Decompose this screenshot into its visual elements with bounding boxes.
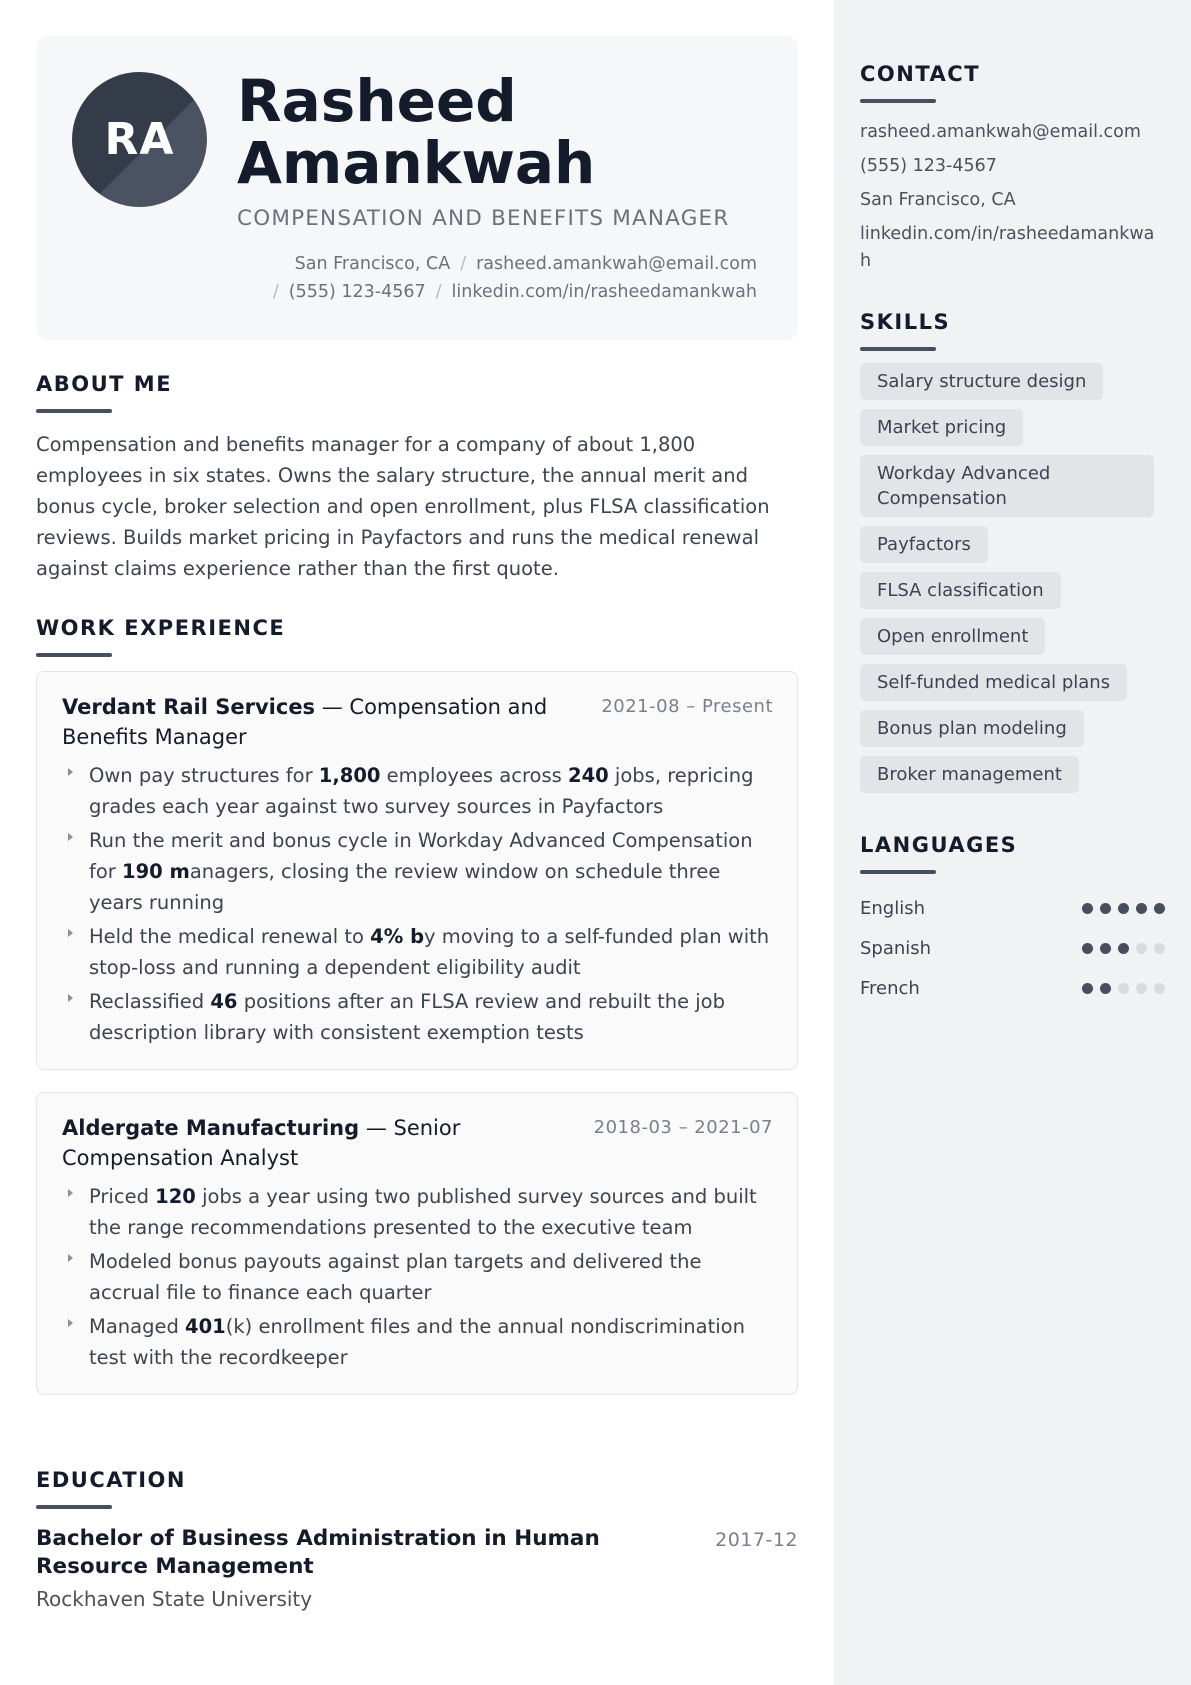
job-dates: 2018-03 – 2021-07 <box>593 1117 773 1138</box>
work-heading: WORK EXPERIENCE <box>36 616 286 640</box>
header-phone: (555) 123-4567 <box>288 282 426 302</box>
job-heading <box>62 692 562 752</box>
language-name: French <box>860 977 920 999</box>
job-bullets <box>62 1181 773 1373</box>
bullet-text: Own pay structures for <box>89 764 319 787</box>
section-divider <box>860 347 936 351</box>
header-email[interactable]: rasheed.amankwah@email.com <box>476 254 757 274</box>
job-title: COMPENSATION AND BENEFITS MANAGER <box>237 206 730 231</box>
skills-section <box>860 310 1165 802</box>
bullet-text: Modeled bonus payouts against plan targets and delivered the accrual file to finance each quarter <box>89 1250 702 1304</box>
bullet-text: employees across <box>380 764 569 787</box>
resume-header <box>36 36 798 340</box>
proficiency-dot-filled <box>1082 983 1093 994</box>
job-role: — Compensation and Benefits Manager <box>62 695 548 749</box>
section-divider <box>36 1505 112 1509</box>
proficiency-dot-empty <box>1154 943 1165 954</box>
about-heading: ABOUT ME <box>36 372 173 396</box>
highlight-figure: 46 <box>210 990 238 1013</box>
bullet-text: positions after an FLSA review and rebuilt the job description library with consistent exemption tests <box>89 990 725 1044</box>
section-divider <box>36 653 112 657</box>
job-bullet <box>62 1246 773 1308</box>
proficiency-dot-filled <box>1082 903 1093 914</box>
proficiency-dot-filled <box>1136 903 1147 914</box>
skill-chip: Payfactors <box>860 526 988 563</box>
job-heading <box>62 1113 562 1173</box>
header-location: San Francisco, CA <box>294 254 451 274</box>
education-entry <box>36 1525 798 1611</box>
skill-row <box>860 756 1165 802</box>
bullet-text: Run the merit and bonus cycle in Workday Advanced Compensation for <box>89 829 753 883</box>
contact-linkedin[interactable]: linkedin.com/in/rasheedamankwah <box>860 224 1155 271</box>
languages-heading: LANGUAGES <box>860 833 1018 857</box>
job-role: — Senior Compensation Analyst <box>62 1116 461 1170</box>
highlight-figure: 401 <box>185 1315 226 1338</box>
bullet-text: Reclassified <box>89 990 211 1013</box>
highlight-figure: 120 <box>155 1185 196 1208</box>
highlight-figure: 240 <box>568 764 609 787</box>
bullet-text: jobs a year using two published survey sources and built the range recommendations presented to the executive team <box>89 1185 757 1239</box>
job-bullet <box>62 921 773 983</box>
job-bullet <box>62 760 773 822</box>
section-divider <box>36 409 112 413</box>
proficiency-dot-filled <box>1100 943 1111 954</box>
skill-chip: Broker management <box>860 756 1079 793</box>
highlight-figure: 4% b <box>370 925 425 948</box>
section-divider <box>860 99 936 103</box>
proficiency-dot-filled <box>1118 903 1129 914</box>
bullet-text: (k) enrollment files and the annual nondiscrimination test with the recordkeeper <box>89 1315 745 1369</box>
avatar: RA <box>72 72 207 207</box>
section-divider <box>860 870 936 874</box>
skill-row <box>860 526 1165 572</box>
skills-list <box>860 363 1165 802</box>
highlight-figure: 190 m <box>122 860 190 883</box>
job-bullet <box>62 1311 773 1373</box>
highlight-figure: 1,800 <box>318 764 381 787</box>
contact-list <box>860 119 1165 275</box>
contact-heading: CONTACT <box>860 62 981 86</box>
proficiency-dots <box>1082 983 1165 994</box>
contact-email[interactable]: rasheed.amankwah@email.com <box>860 122 1141 142</box>
company-name: Aldergate Manufacturing <box>62 1116 360 1140</box>
job-card <box>36 1092 798 1395</box>
about-section <box>36 372 798 584</box>
degree: Bachelor of Business Administration in Human Resource Management <box>36 1526 600 1579</box>
skill-row <box>860 572 1165 618</box>
job-card <box>36 671 798 1070</box>
proficiency-dot-empty <box>1136 943 1147 954</box>
bullet-text: y moving to a self-funded plan with stop-loss and running a dependent eligibility audit <box>89 925 770 979</box>
contact-phone: (555) 123-4567 <box>860 156 997 176</box>
job-bullet <box>62 986 773 1048</box>
header-linkedin[interactable]: linkedin.com/in/rasheedamankwah <box>451 282 757 302</box>
skill-row <box>860 664 1165 710</box>
bullet-text: Held the medical renewal to <box>89 925 371 948</box>
language-name: English <box>860 897 925 919</box>
skill-chip: FLSA classification <box>860 572 1061 609</box>
job-bullet <box>62 1181 773 1243</box>
language-row <box>860 888 1165 928</box>
job-bullet <box>62 825 773 918</box>
language-row <box>860 968 1165 1008</box>
bullet-text: Managed <box>89 1315 186 1338</box>
separator: / <box>460 254 467 274</box>
proficiency-dot-empty <box>1154 983 1165 994</box>
skill-row <box>860 455 1165 526</box>
main-column <box>36 36 798 1611</box>
company-name: Verdant Rail Services <box>62 695 316 719</box>
separator: / <box>272 282 279 302</box>
skill-row <box>860 710 1165 756</box>
proficiency-dot-empty <box>1136 983 1147 994</box>
candidate-name: Rasheed Amankwah <box>237 67 596 197</box>
education-heading: EDUCATION <box>36 1468 186 1492</box>
skill-chip: Salary structure design <box>860 363 1103 400</box>
school: Rockhaven State University <box>36 1587 313 1611</box>
proficiency-dot-filled <box>1100 903 1111 914</box>
skill-row <box>860 409 1165 455</box>
bullet-text: anagers, closing the review window on schedule three years running <box>89 860 721 914</box>
sidebar <box>834 0 1191 1685</box>
skill-chip: Bonus plan modeling <box>860 710 1084 747</box>
skill-chip: Market pricing <box>860 409 1023 446</box>
work-section <box>36 616 798 1395</box>
bullet-text: Priced <box>89 1185 156 1208</box>
languages-list <box>860 888 1165 1008</box>
jobs-list <box>36 671 798 1395</box>
proficiency-dot-filled <box>1100 983 1111 994</box>
skill-row <box>860 618 1165 664</box>
proficiency-dot-empty <box>1118 983 1129 994</box>
contact-location: San Francisco, CA <box>860 190 1016 210</box>
proficiency-dot-filled <box>1082 943 1093 954</box>
proficiency-dot-filled <box>1154 903 1165 914</box>
education-date: 2017-12 <box>715 1529 798 1551</box>
skill-chip: Self-funded medical plans <box>860 664 1127 701</box>
proficiency-dot-filled <box>1118 943 1129 954</box>
language-row <box>860 928 1165 968</box>
job-bullets <box>62 760 773 1048</box>
contact-section <box>860 62 1165 282</box>
job-dates: 2021-08 – Present <box>601 696 773 717</box>
languages-section <box>860 833 1165 1008</box>
language-name: Spanish <box>860 937 932 959</box>
skill-row <box>860 363 1165 409</box>
skill-chip: Workday Advanced Compensation <box>860 455 1154 517</box>
skills-heading: SKILLS <box>860 310 951 334</box>
proficiency-dots <box>1082 943 1165 954</box>
header-contacts <box>237 250 757 306</box>
proficiency-dots <box>1082 903 1165 914</box>
separator: / <box>435 282 442 302</box>
education-section <box>36 1468 798 1611</box>
bullet-text: jobs, repricing grades each year against two survey sources in Payfactors <box>89 764 754 818</box>
about-text: Compensation and benefits manager for a company of about 1,800 employees in six states. Owns the salary structure, the annual merit and bonus cycle, broker selection and open enrollment, plus FLSA classification reviews. Builds market pricing in Payfactors and runs the medical renewal against claims experience rather than the first quote. <box>36 433 770 580</box>
skill-chip: Open enrollment <box>860 618 1045 655</box>
